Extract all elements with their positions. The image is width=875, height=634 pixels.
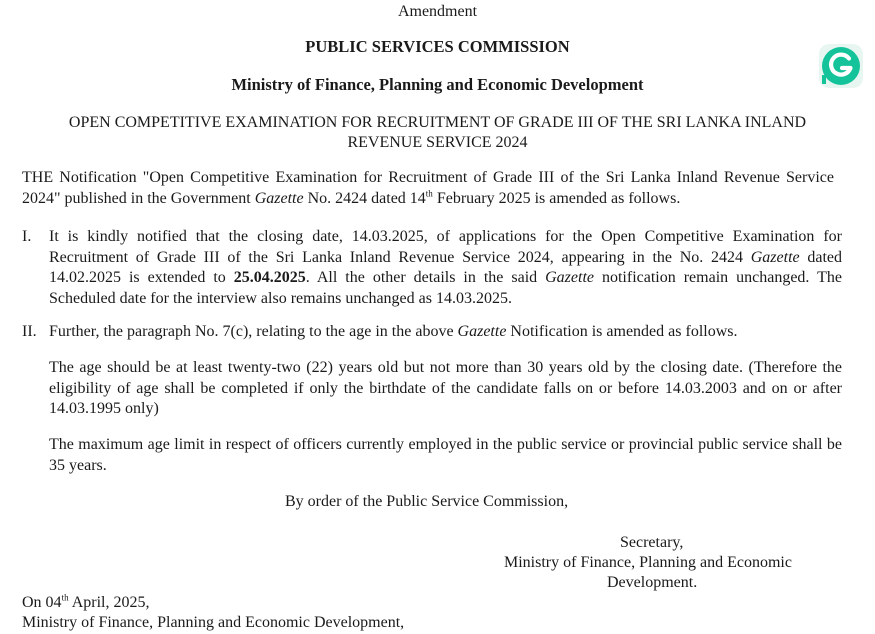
ministry-heading: Ministry of Finance, Planning and Economic Development [231,75,644,94]
grammarly-g-icon [819,44,863,88]
section-i-paragraph: It is kindly notified that the closing date, 14.03.2025, of applications for the Open Competitive Examination for Recruitment of Grade III of the Sri Lanka Inland Revenue Service 2024, appearing in the No. 2424 Gazette dated 14.02.2025 is extended to 25.04.2025. All the other details in the said Gazette notification remain unchanged. The Scheduled date for the interview also remains unchanged as 14.03.2025. [49,228,842,307]
secretary-ministry-line-1: Ministry of Finance, Planning and Economic [504,554,792,571]
commission-heading: PUBLIC SERVICES COMMISSION [305,37,570,56]
exam-title-line-1: OPEN COMPETITIVE EXAMINATION FOR RECRUITMENT OF GRADE III OF THE SRI LANKA INLAND [68,114,807,131]
section-ii-intro: Further, the paragraph No. 7(c), relating to the age in the above Gazette Notification is amended as follows. [49,323,738,340]
grammarly-button[interactable] [819,44,863,88]
exam-title-line-2: REVENUE SERVICE 2024 [347,134,528,151]
max-age-paragraph: The maximum age limit in respect of officers currently employed in the public service or provincial public service shall be 35 years. [49,436,842,474]
section-ii-marker: II. [22,323,37,340]
section-i-marker: I. [22,228,32,245]
by-order-line: By order of the Public Service Commission, [285,493,569,510]
secretary-title: Secretary, [620,534,684,551]
age-requirement-paragraph: The age should be at least twenty-two (22) years old but not more than 30 years old by the closing date. (Therefore the eligibility of age shall be completed if only the birthdate of the candidate falls on or before 14.03.2003 and on or after 14.03.1995 only) [49,359,842,417]
secretary-ministry-line-2: Development. [607,574,698,591]
date-line: On 04th April, 2025, [22,592,150,611]
amendment-heading: Amendment [397,3,478,20]
intro-paragraph: THE Notification "Open Competitive Examination for Recruitment of Grade III of the Sri Lanka Inland Revenue Service 2024" published in the Government Gazette No. 2424 dated 14th February 2025 is amended as follows. [22,169,834,207]
footer-ministry-line: Ministry of Finance, Planning and Economic Development, [22,614,405,631]
